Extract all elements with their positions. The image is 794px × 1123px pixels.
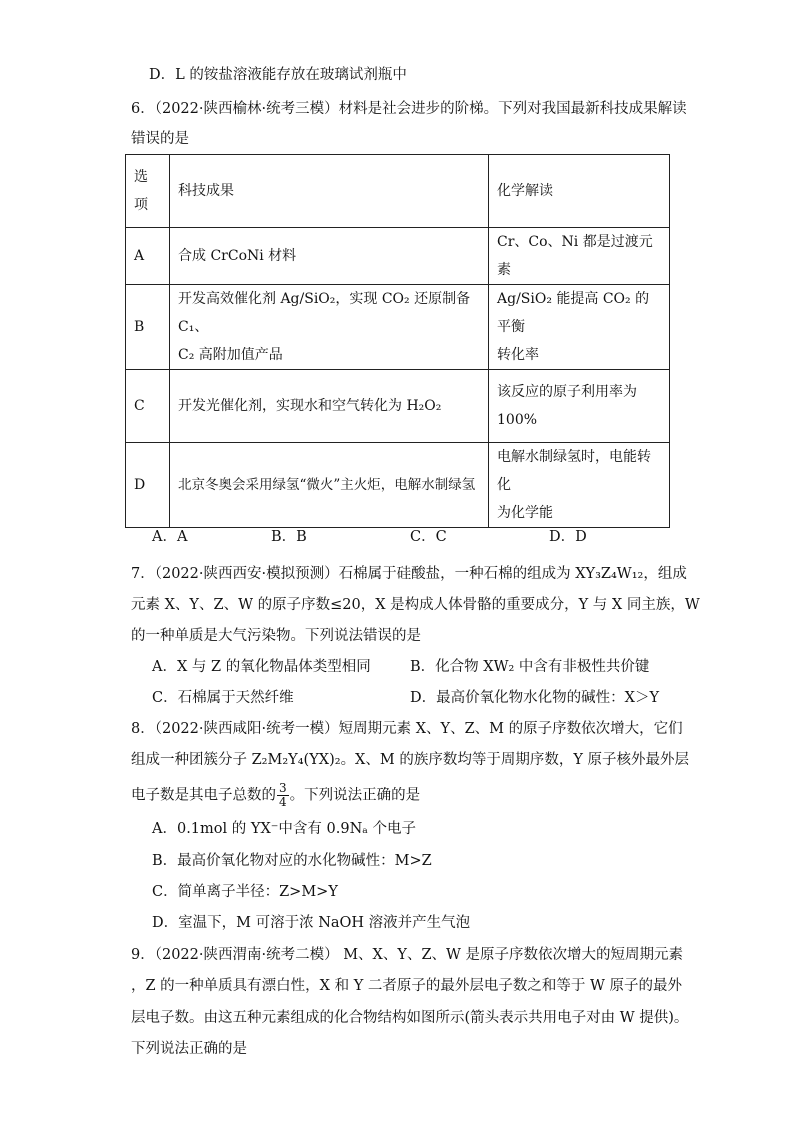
q8-option-c: C．简单离子半径：Z>M>Y: [152, 884, 338, 900]
q6-option-a: A．A: [152, 529, 188, 545]
q7-option-d: D．最高价氧化物水化物的碱性：X＞Y: [410, 690, 660, 706]
fraction-denominator: 4: [279, 795, 287, 809]
header-option: [126, 155, 170, 228]
q7-stem-line3: 的一种单质是大气污染物。下列说法错误的是: [131, 628, 421, 644]
q8-stem-line1: 8．（2022·陕西咸阳·统考一模）短周期元素 X、Y、Z、M 的原子序数依次增大，它们: [131, 721, 683, 737]
q6-option-c: C．C: [410, 529, 447, 545]
q7-option-a: A．X 与 Z 的氧化物晶体类型相同: [152, 659, 371, 675]
row-achievement: 开发光催化剂，实现水和空气转化为 H₂O₂: [170, 370, 489, 443]
q8-option-d: D．室温下，M 可溶于浓 NaOH 溶液并产生气泡: [152, 915, 471, 931]
header-achievement: 科技成果: [170, 155, 489, 228]
row-option: B: [126, 285, 170, 370]
q6-option-b: B．B: [271, 529, 307, 545]
q7-option-b: B．化合物 XW₂ 中含有非极性共价键: [410, 659, 650, 675]
row-option: A: [126, 228, 170, 285]
row-interpretation-line: 该反应的原子利用率为: [497, 384, 637, 400]
row-achievement-line: 开发高效催化剂 Ag/SiO₂，实现 CO₂ 还原制备 C₁、: [178, 291, 471, 335]
q9-stem-line3: 层电子数。由这五种元素组成的化合物结构如图所示(箭头表示共用电子对由 W 提供)。: [131, 1010, 689, 1026]
row-option: C: [126, 370, 170, 443]
row-interpretation-line: 电解水制绿氢时，电能转化: [497, 449, 651, 493]
fraction-three-quarters: [277, 782, 289, 809]
q9-stem-line1: 9．（2022·陕西渭南·统考二模） M、X、Y、Z、W 是原子序数依次增大的短周期元素: [131, 947, 684, 963]
q5-option-d: D．L 的铵盐溶液能存放在玻璃试剂瓶中: [149, 67, 407, 83]
q8-option-a: A．0.1mol 的 YX⁻中含有 0.9Nₐ 个电子: [152, 821, 416, 837]
row-achievement: 合成 CrCoNi 材料: [170, 228, 489, 285]
q7-stem-line1: 7．（2022·陕西西安·模拟预测）石棉属于硅酸盐，一种石棉的组成为 XY₃Z₄W₁₂，组成: [131, 566, 687, 582]
row-interpretation: [489, 370, 670, 443]
table-row: [126, 285, 670, 370]
q7-option-c: C．石棉属于天然纤维: [152, 690, 294, 706]
row-interpretation: Cr、Co、Ni 都是过渡元素: [489, 228, 670, 285]
row-interpretation: [489, 285, 670, 370]
q9-stem-line2: ，Z 的一种单质具有漂白性，X 和 Y 二者原子的最外层电子数之和等于 W 原子的最外: [131, 978, 683, 994]
table-row: [126, 370, 670, 443]
q8-option-b: B．最高价氧化物对应的水化物碱性：M>Z: [152, 853, 432, 869]
header-interpretation: 化学解读: [489, 155, 670, 228]
row-interpretation-line: 为化学能: [497, 505, 553, 521]
q7-stem-line2: 元素 X、Y、Z、W 的原子序数≤20，X 是构成人体骨骼的重要成分，Y 与 X 同主族，W: [131, 597, 700, 613]
table-row: [126, 228, 670, 285]
table-row: [126, 443, 670, 528]
table-header-row: [126, 155, 670, 228]
q9-stem-line4: 下列说法正确的是: [131, 1041, 247, 1057]
q6-stem-line2: 错误的是: [131, 131, 189, 147]
row-interpretation-line: 100%: [497, 412, 538, 428]
q8-stem-line3-post: 。下列说法正确的是: [289, 787, 421, 804]
row-interpretation-line: Ag/SiO₂ 能提高 CO₂ 的平衡: [497, 291, 650, 335]
row-achievement-line: C₂ 高附加值产品: [178, 347, 283, 363]
header-option-text: 选项: [134, 169, 148, 213]
row-achievement: 北京冬奥会采用绿氢“微火”主火炬，电解水制绿氢: [170, 443, 489, 528]
row-interpretation: [489, 443, 670, 528]
q6-option-d: D．D: [549, 529, 587, 545]
q8-stem-line3-pre: 电子数是其电子总数的: [131, 787, 276, 804]
row-interpretation-line: 转化率: [497, 347, 539, 363]
q8-stem-line3: [131, 782, 420, 809]
tech-achievement-table: [125, 154, 670, 528]
q6-stem-line1: 6．（2022·陕西榆林·统考三模）材料是社会进步的阶梯。下列对我国最新科技成果解读: [131, 101, 687, 117]
q8-stem-line2: 组成一种团簇分子 Z₂M₂Y₄(YX)₂。X、M 的族序数均等于周期序数，Y 原子核外最外层: [131, 752, 690, 768]
row-achievement: [170, 285, 489, 370]
row-option: D: [126, 443, 170, 528]
fraction-numerator: 3: [279, 781, 287, 795]
